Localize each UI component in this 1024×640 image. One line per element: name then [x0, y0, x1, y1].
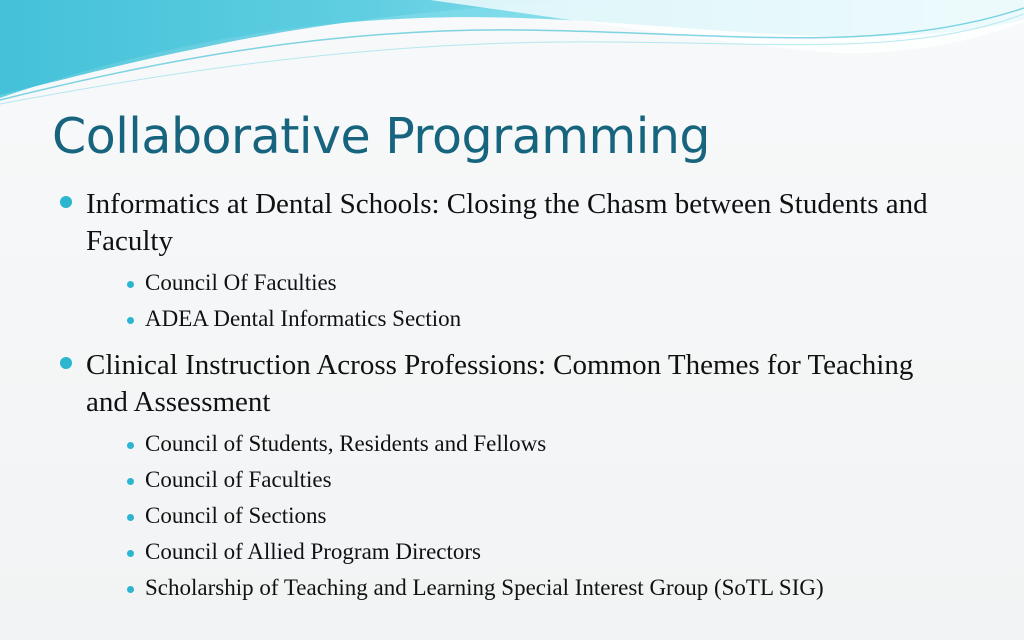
decorative-wave-header: [0, 0, 1024, 110]
slide-title: Collaborative Programming: [52, 108, 710, 165]
sub-bullet-dot-icon: [127, 281, 134, 288]
sub-bullet-dot-icon: [127, 586, 134, 593]
sub-bullet-list-1: [60, 265, 960, 337]
bullet-item-text: Clinical Instruction Across Professions: Common Themes for Teaching and Assessment: [86, 349, 914, 418]
sub-bullet-text: Council Of Faculties: [145, 270, 337, 295]
sub-bullet-dot-icon: [127, 514, 134, 521]
sub-bullet-item: [60, 426, 960, 462]
sub-bullet-item: [60, 265, 960, 301]
sub-bullet-item: [60, 570, 960, 606]
sub-bullet-list-2: [60, 426, 960, 606]
bullet-dot-icon: [60, 357, 72, 369]
bullet-item-2: [60, 347, 960, 421]
sub-bullet-item: [60, 462, 960, 498]
bullet-item-text: Informatics at Dental Schools: Closing the Chasm between Students and Faculty: [86, 188, 928, 257]
sub-bullet-text: Scholarship of Teaching and Learning Special Interest Group (SoTL SIG): [145, 575, 824, 600]
slide-content: [60, 186, 960, 616]
sub-bullet-item: [60, 301, 960, 337]
sub-bullet-text: Council of Faculties: [145, 467, 332, 492]
sub-bullet-dot-icon: [127, 550, 134, 557]
bullet-item-1: [60, 186, 960, 260]
sub-bullet-item: [60, 534, 960, 570]
sub-bullet-item: [60, 498, 960, 534]
sub-bullet-text: Council of Students, Residents and Fellows: [145, 431, 547, 456]
sub-bullet-text: Council of Allied Program Directors: [145, 539, 481, 564]
sub-bullet-text: ADEA Dental Informatics Section: [145, 306, 462, 331]
bullet-dot-icon: [60, 196, 72, 208]
sub-bullet-dot-icon: [127, 317, 134, 324]
sub-bullet-dot-icon: [127, 442, 134, 449]
sub-bullet-text: Council of Sections: [145, 503, 327, 528]
sub-bullet-dot-icon: [127, 478, 134, 485]
